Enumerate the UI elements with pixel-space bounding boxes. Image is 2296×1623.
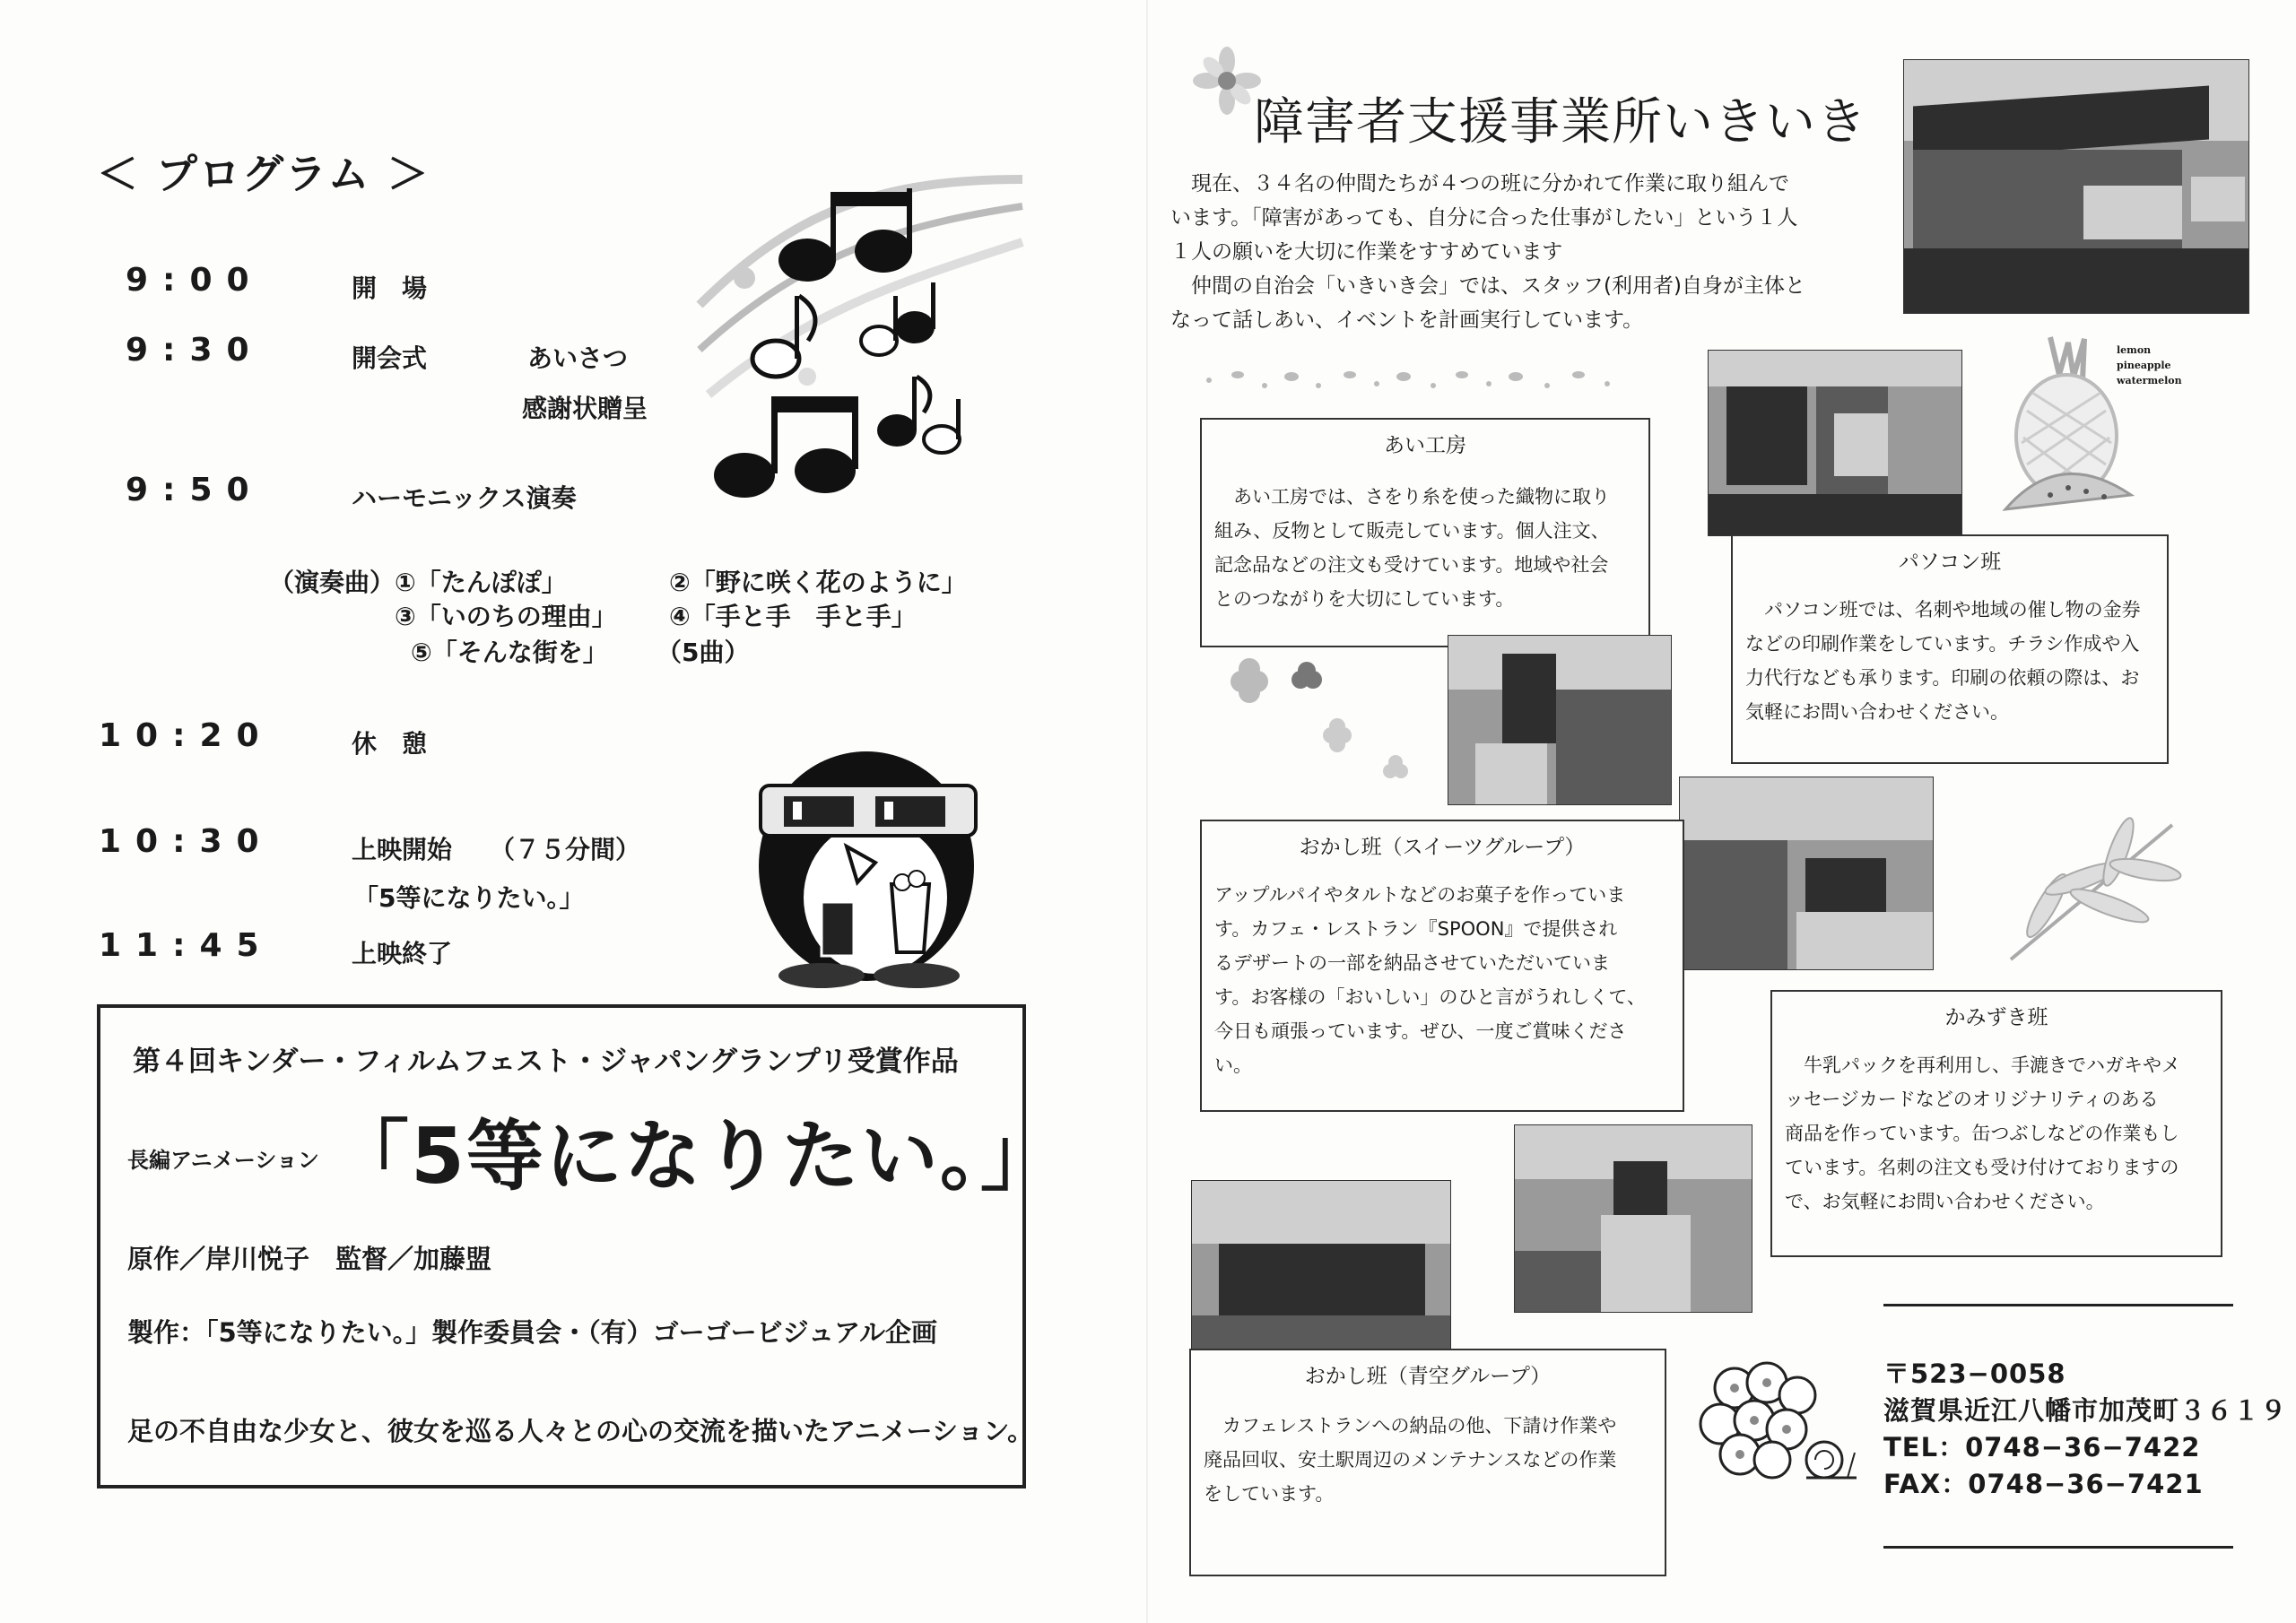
film-description: 足の不自由な少女と、彼女を巡る人々との心の交流を描いたアニメーション。 (127, 1416, 1034, 1446)
songs-label: （演奏曲） (269, 568, 396, 597)
time-1030: 10:30 (99, 823, 274, 860)
kitchen-photo (1679, 777, 1934, 970)
time-1020: 10:20 (99, 717, 274, 754)
song-2: ②「野に咲く花のように」 (669, 568, 967, 597)
group-name: おかし班（スイーツグループ） (1299, 836, 1586, 859)
group-box-okashi-aozora (1189, 1349, 1666, 1576)
postal-code: 〒523−0058 (1883, 1358, 2066, 1389)
phone: TEL：0748−36−7422 (1883, 1432, 2201, 1462)
address: 滋賀県近江八幡市加茂町３６１９ (1883, 1395, 2288, 1426)
film-production: 製作：「5等になりたい。」製作委員会・（有）ゴーゴービジュアル企画 (127, 1317, 937, 1348)
songs-count: （5曲） (657, 638, 750, 667)
film-genre: 長編アニメーション (127, 1148, 319, 1173)
song-1: ①「たんぽぽ」 (395, 568, 567, 597)
time-0900: 9:00 (126, 262, 264, 299)
clover-decoration (1214, 655, 1430, 789)
building-photo (1903, 59, 2249, 314)
time-0930: 9:30 (126, 332, 264, 369)
group-name: おかし班（青空グループ） (1304, 1365, 1552, 1388)
group-box-okashi-sweets (1200, 820, 1684, 1112)
fruit-label: pineapple (2117, 360, 2171, 371)
time-1145: 11:45 (99, 927, 274, 964)
intro-line: なって話しあい、イベントを計画実行しています。 (1170, 308, 1644, 332)
group-description: あい工房では、さをり糸を使った織物に取り 組み、反物として販売しています。個人注文、 記念品などの注文も受けています。地域や社会 とのつながりを大切にしています。 (1214, 486, 1610, 610)
group-name: パソコン班 (1898, 551, 2002, 574)
song-5: ⑤「そんな街を」 (411, 638, 608, 667)
event-opening: 開会式 (352, 343, 428, 373)
group-description: カフェレストランへの納品の他、下請け作業や 廃品回収、安土駅周辺のメンテナンスなどの作業 をしています。 (1204, 1415, 1617, 1505)
contact-bottom-rule (1883, 1546, 2233, 1549)
event-greeting: あいさつ (527, 343, 629, 373)
group-photo (1191, 1180, 1451, 1356)
film-award: 第４回キンダー・フィルムフェスト・ジャパングランプリ受賞作品 (133, 1046, 959, 1078)
film-info-box (97, 1004, 1059, 1488)
film-title: 「5等になりたい。」 (332, 1112, 1059, 1202)
fruit-label: watermelon (2117, 375, 2182, 386)
event-break: 休 憩 (352, 729, 428, 759)
event-duration: （７５分間） (490, 835, 641, 864)
weaving-photo (1448, 635, 1672, 805)
group-name: あい工房 (1384, 434, 1466, 457)
contact-block (1883, 1356, 2287, 1503)
computer-work-photo (1708, 350, 1962, 536)
event-screening-end: 上映終了 (352, 939, 453, 968)
group-box-kamizuki (1770, 990, 2222, 1257)
fruit-labels (2117, 343, 2182, 388)
event-open: 開 場 (352, 273, 428, 303)
group-description: アップルパイやタルトなどのお菓子を作っていま す。カフェ・レストラン『SPOON』で提供され るデザートの一部を納品させていただいていま す。お客様の「おいしい」のひと言がうれしくて、 今日も頑張っています。ぜひ、一度ご賞味くださ い。 (1214, 884, 1646, 1076)
intro-line: います。「障害があっても、自分に合った仕事がしたい」という１人 (1170, 206, 1798, 230)
organization-intro (1170, 167, 1888, 337)
event-award: 感謝状贈呈 (522, 394, 648, 423)
group-name: かみずき班 (1944, 1006, 2048, 1029)
intro-line: 仲間の自治会「いきいき会」では、スタッフ(利用者)自身が主体と (1191, 274, 1805, 298)
event-screening-start: 上映開始 (352, 835, 453, 864)
event-harmonics: ハーモニックス演奏 (352, 483, 577, 513)
contact-top-rule (1883, 1304, 2233, 1306)
intro-line: 現在、３４名の仲間たちが４つの班に分かれて作業に取り組んで (1191, 172, 1789, 195)
group-box-pasokon (1731, 534, 2169, 764)
leaf-illustration (1993, 807, 2187, 968)
hydrangea-snail-illustration (1681, 1352, 1860, 1496)
fruit-label: lemon (2117, 344, 2152, 356)
song-4: ④「手と手 手と手」 (669, 602, 917, 631)
leaf-border-decoration (1202, 362, 1632, 398)
time-0950: 9:50 (126, 472, 264, 508)
program-title: ＜ プログラム ＞ (97, 150, 430, 198)
song-3: ③「いのちの理由」 (395, 602, 617, 631)
group-description: パソコン班では、名刺や地域の催し物の金券 などの印刷作業をしています。チラシ作成や入 力代行なども承ります。印刷の依頼の際は、お 気軽にお問い合わせください。 (1745, 599, 2141, 723)
page-fold (1146, 0, 1148, 1623)
intro-line: １人の願いを大切に作業をすすめています (1170, 240, 1563, 264)
penguin-3d-glasses-illustration (741, 732, 992, 992)
music-notes-illustration (691, 170, 1031, 502)
event-film-name: 「5等になりたい。」 (353, 883, 585, 913)
worker-photo (1514, 1124, 1752, 1313)
organization-title: 障害者支援事業所いきいき (1254, 93, 1867, 152)
fax: FAX：0748−36−7421 (1883, 1469, 2204, 1499)
film-credit: 原作／岸川悦子 監督／加藤盟 (127, 1244, 492, 1274)
group-box-ai-kobo (1200, 418, 1650, 647)
group-description: 牛乳パックを再利用し、手漉きでハガキやメ ッセージカードなどのオリジナリティのある 商品を作っています。缶つぶしなどの作業もし ています。名刺の注文も受け付けておりますの で、お気軽にお問い合わせください。 (1785, 1055, 2180, 1212)
